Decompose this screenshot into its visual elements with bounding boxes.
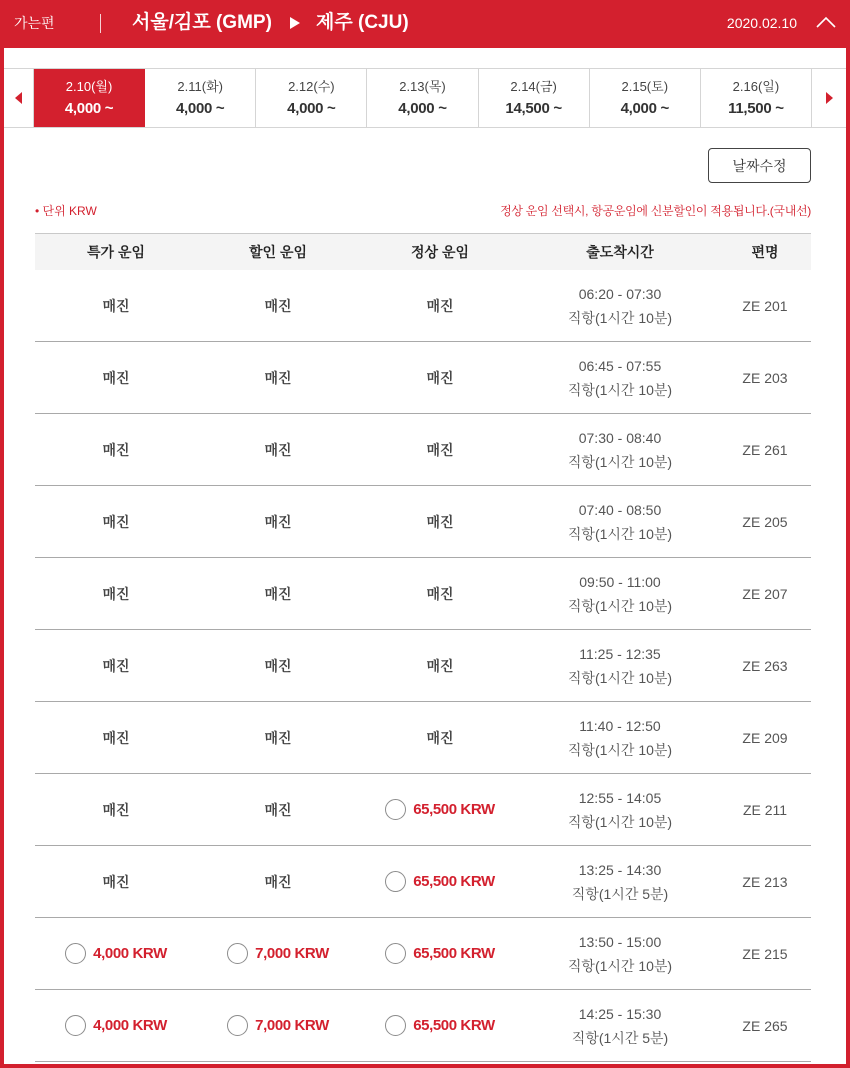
sold-out-label: 매진 <box>264 297 292 314</box>
special-fare-cell <box>35 270 197 341</box>
table-row <box>35 342 811 414</box>
date-selector <box>4 68 846 128</box>
sold-out-label: 매진 <box>426 657 454 674</box>
schedule-cell <box>521 702 719 773</box>
triangle-right-icon <box>825 92 833 104</box>
schedule-cell <box>521 630 719 701</box>
fare-table <box>35 233 811 1062</box>
flight-number-cell <box>719 990 811 1061</box>
date-tab-2-10[interactable] <box>34 69 145 127</box>
special-fare-cell <box>35 342 197 413</box>
discount-fare-option[interactable] <box>227 1015 329 1036</box>
regular-fare-option[interactable] <box>385 1015 495 1036</box>
departure-arrival-time: 11:25 - 12:35 <box>579 645 661 662</box>
departure-arrival-time: 06:20 - 07:30 <box>578 285 662 302</box>
column-header-flight-number: 편명 <box>751 244 779 260</box>
regular-fare-option[interactable] <box>385 799 495 820</box>
flight-number: ZE 201 <box>742 297 788 314</box>
radio-unchecked-icon[interactable] <box>385 871 406 892</box>
radio-unchecked-icon[interactable] <box>227 1015 248 1036</box>
regular-fare-option[interactable] <box>385 943 495 964</box>
special-fare-cell <box>35 702 197 773</box>
special-fare-cell <box>35 558 197 629</box>
tab-lowest-price: 4,000 ~ <box>620 100 669 117</box>
tab-lowest-price: 4,000 ~ <box>287 100 336 117</box>
schedule-cell <box>521 774 719 845</box>
discount-fare-cell <box>197 846 359 917</box>
flight-number: ZE 203 <box>742 369 788 386</box>
fare-price: 7,000 KRW <box>255 945 329 962</box>
schedule-cell <box>521 990 719 1061</box>
flight-duration: 직항(1시간 10분) <box>567 453 673 470</box>
regular-fare-cell <box>359 630 521 701</box>
discount-fare-cell <box>197 486 359 557</box>
tab-date: 2.12(수) <box>288 79 335 94</box>
sold-out-label: 매진 <box>264 441 292 458</box>
discount-fare-cell <box>197 414 359 485</box>
regular-fare-cell <box>359 990 521 1061</box>
radio-unchecked-icon[interactable] <box>385 799 406 820</box>
date-tab-2-11[interactable] <box>145 69 256 127</box>
sold-out-label: 매진 <box>264 657 292 674</box>
radio-unchecked-icon[interactable] <box>65 1015 86 1036</box>
column-header-schedule: 출도착시간 <box>586 244 654 260</box>
tab-date: 2.15(토) <box>621 79 669 94</box>
departure-date: 2020.02.10 <box>726 15 797 31</box>
tab-date: 2.16(일) <box>732 79 780 94</box>
fare-notice: 정상 운임 선택시, 항공운임에 신분할인이 적용됩니다.(국내선) <box>500 204 811 218</box>
flight-duration: 직항(1시간 10분) <box>567 957 673 974</box>
column-header-regular-fare: 정상 운임 <box>411 244 469 260</box>
special-fare-cell <box>35 846 197 917</box>
discount-fare-cell <box>197 990 359 1061</box>
special-fare-cell <box>35 486 197 557</box>
column-header-discount-fare: 할인 운임 <box>249 244 307 260</box>
destination-airport: 제주 (CJU) <box>316 12 409 33</box>
table-row <box>35 486 811 558</box>
sold-out-label: 매진 <box>102 513 130 530</box>
sold-out-label: 매진 <box>426 297 454 314</box>
special-fare-cell <box>35 774 197 845</box>
departure-arrival-time: 13:50 - 15:00 <box>578 933 662 950</box>
flight-number-cell <box>719 270 811 341</box>
regular-fare-cell <box>359 270 521 341</box>
fare-price: 4,000 KRW <box>93 945 167 962</box>
departure-arrival-time: 12:55 - 14:05 <box>578 789 662 806</box>
sold-out-label: 매진 <box>264 801 292 818</box>
regular-fare-cell <box>359 342 521 413</box>
flight-number: ZE 207 <box>742 585 788 602</box>
date-tab-2-16[interactable] <box>701 69 812 127</box>
flight-number-cell <box>719 486 811 557</box>
date-tab-2-13[interactable] <box>367 69 478 127</box>
tab-date: 2.13(목) <box>399 79 446 94</box>
flight-duration: 직항(1시간 10분) <box>567 741 673 758</box>
special-fare-cell <box>35 414 197 485</box>
fare-price: 65,500 KRW <box>413 945 495 962</box>
flight-number-cell <box>719 846 811 917</box>
flight-number-cell <box>719 918 811 989</box>
flight-duration: 직항(1시간 5분) <box>571 1029 669 1046</box>
flight-number: ZE 215 <box>742 945 788 962</box>
fare-price: 65,500 KRW <box>413 801 495 818</box>
table-row <box>35 702 811 774</box>
table-row <box>35 414 811 486</box>
flight-number: ZE 263 <box>742 657 788 674</box>
sold-out-label: 매진 <box>264 585 292 602</box>
regular-fare-cell <box>359 774 521 845</box>
flight-duration: 직항(1시간 10분) <box>567 597 673 614</box>
sold-out-label: 매진 <box>102 369 130 386</box>
flight-number: ZE 265 <box>742 1017 788 1034</box>
fare-price: 65,500 KRW <box>413 1017 495 1034</box>
flight-number: ZE 261 <box>742 441 788 458</box>
discount-fare-cell <box>197 918 359 989</box>
table-row <box>35 270 811 342</box>
flight-duration: 직항(1시간 10분) <box>567 669 673 686</box>
schedule-cell <box>521 558 719 629</box>
regular-fare-cell <box>359 558 521 629</box>
flight-number: ZE 213 <box>742 873 788 890</box>
schedule-cell <box>521 918 719 989</box>
discount-fare-cell <box>197 558 359 629</box>
discount-fare-cell <box>197 270 359 341</box>
sold-out-label: 매진 <box>426 369 454 386</box>
sold-out-label: 매진 <box>102 657 130 674</box>
special-fare-option[interactable] <box>65 1015 167 1036</box>
table-row <box>35 918 811 990</box>
special-fare-cell <box>35 630 197 701</box>
radio-unchecked-icon[interactable] <box>385 1015 406 1036</box>
tab-lowest-price: 4,000 ~ <box>176 100 225 117</box>
sold-out-label: 매진 <box>426 441 454 458</box>
regular-fare-cell <box>359 918 521 989</box>
sold-out-label: 매진 <box>264 513 292 530</box>
sold-out-label: 매진 <box>102 297 130 314</box>
table-row <box>35 990 811 1062</box>
schedule-cell <box>521 342 719 413</box>
tab-date: 2.10(월) <box>65 79 113 94</box>
flight-duration: 직항(1시간 10분) <box>567 525 673 542</box>
chevron-up-icon[interactable] <box>815 15 837 29</box>
regular-fare-cell <box>359 486 521 557</box>
tab-lowest-price: 4,000 ~ <box>398 100 447 117</box>
sold-out-label: 매진 <box>102 585 130 602</box>
edit-date-button[interactable]: 날짜수정 <box>708 148 811 183</box>
flight-number: ZE 205 <box>742 513 788 530</box>
schedule-cell <box>521 270 719 341</box>
flight-duration: 직항(1시간 10분) <box>567 309 673 326</box>
table-header <box>35 233 811 270</box>
currency-unit-label: • 단위 KRW <box>35 204 97 218</box>
fare-price: 4,000 KRW <box>93 1017 167 1034</box>
sold-out-label: 매진 <box>264 873 292 890</box>
date-tab-2-12[interactable] <box>256 69 367 127</box>
sold-out-label: 매진 <box>102 729 130 746</box>
regular-fare-cell <box>359 702 521 773</box>
departure-arrival-time: 09:50 - 11:00 <box>579 573 661 590</box>
discount-fare-option[interactable] <box>227 943 329 964</box>
fare-price: 7,000 KRW <box>255 1017 329 1034</box>
tab-lowest-price: 4,000 ~ <box>64 100 114 117</box>
sold-out-label: 매진 <box>102 801 130 818</box>
discount-fare-cell <box>197 630 359 701</box>
table-row <box>35 774 811 846</box>
fare-price: 65,500 KRW <box>413 873 495 890</box>
flight-duration: 직항(1시간 10분) <box>567 813 673 830</box>
table-row <box>35 846 811 918</box>
radio-unchecked-icon[interactable] <box>65 943 86 964</box>
regular-fare-cell <box>359 846 521 917</box>
schedule-cell <box>521 414 719 485</box>
special-fare-cell <box>35 918 197 989</box>
special-fare-cell <box>35 990 197 1061</box>
prev-dates-button[interactable] <box>4 69 34 127</box>
discount-fare-cell <box>197 702 359 773</box>
sold-out-label: 매진 <box>264 369 292 386</box>
departure-arrival-time: 14:25 - 15:30 <box>578 1005 662 1022</box>
flight-number: ZE 211 <box>742 801 788 818</box>
radio-unchecked-icon[interactable] <box>385 943 406 964</box>
radio-unchecked-icon[interactable] <box>227 943 248 964</box>
schedule-cell <box>521 846 719 917</box>
date-tab-2-14[interactable] <box>479 69 590 127</box>
sold-out-label: 매진 <box>102 873 130 890</box>
sold-out-label: 매진 <box>426 729 454 746</box>
special-fare-option[interactable] <box>65 943 167 964</box>
departure-arrival-time: 13:25 - 14:30 <box>578 861 662 878</box>
table-row <box>35 558 811 630</box>
regular-fare-cell <box>359 414 521 485</box>
flight-number-cell <box>719 414 811 485</box>
tab-lowest-price: 14,500 ~ <box>505 100 562 117</box>
flight-duration: 직항(1시간 10분) <box>567 381 673 398</box>
departure-arrival-time: 07:30 - 08:40 <box>578 429 662 446</box>
schedule-cell <box>521 486 719 557</box>
sold-out-label: 매진 <box>264 729 292 746</box>
sold-out-label: 매진 <box>102 441 130 458</box>
departure-arrival-time: 06:45 - 07:55 <box>578 357 662 374</box>
date-tab-2-15[interactable] <box>590 69 701 127</box>
column-header-special-fare: 특가 운임 <box>87 244 145 260</box>
header-divider <box>100 14 101 33</box>
departure-arrival-time: 11:40 - 12:50 <box>579 717 661 734</box>
regular-fare-option[interactable] <box>385 871 495 892</box>
sold-out-label: 매진 <box>426 585 454 602</box>
flight-duration: 직항(1시간 5분) <box>571 885 669 902</box>
flight-number: ZE 209 <box>742 729 788 746</box>
triangle-right-icon <box>289 16 301 30</box>
tab-lowest-price: 11,500 ~ <box>728 100 784 117</box>
triangle-left-icon <box>15 92 23 104</box>
tab-date: 2.14(금) <box>510 79 557 94</box>
departure-arrival-time: 07:40 - 08:50 <box>578 501 662 518</box>
date-tabs <box>34 69 812 127</box>
table-row <box>35 630 811 702</box>
sold-out-label: 매진 <box>426 513 454 530</box>
origin-airport: 서울/김포 (GMP) <box>132 12 272 33</box>
flight-number-cell <box>719 342 811 413</box>
flight-header <box>0 0 850 48</box>
next-dates-button[interactable] <box>812 69 846 127</box>
discount-fare-cell <box>197 774 359 845</box>
flight-number-cell <box>719 630 811 701</box>
discount-fare-cell <box>197 342 359 413</box>
flight-number-cell <box>719 774 811 845</box>
direction-label: 가는편 <box>14 15 55 31</box>
flight-number-cell <box>719 702 811 773</box>
flight-number-cell <box>719 558 811 629</box>
tab-date: 2.11(화) <box>177 79 223 94</box>
